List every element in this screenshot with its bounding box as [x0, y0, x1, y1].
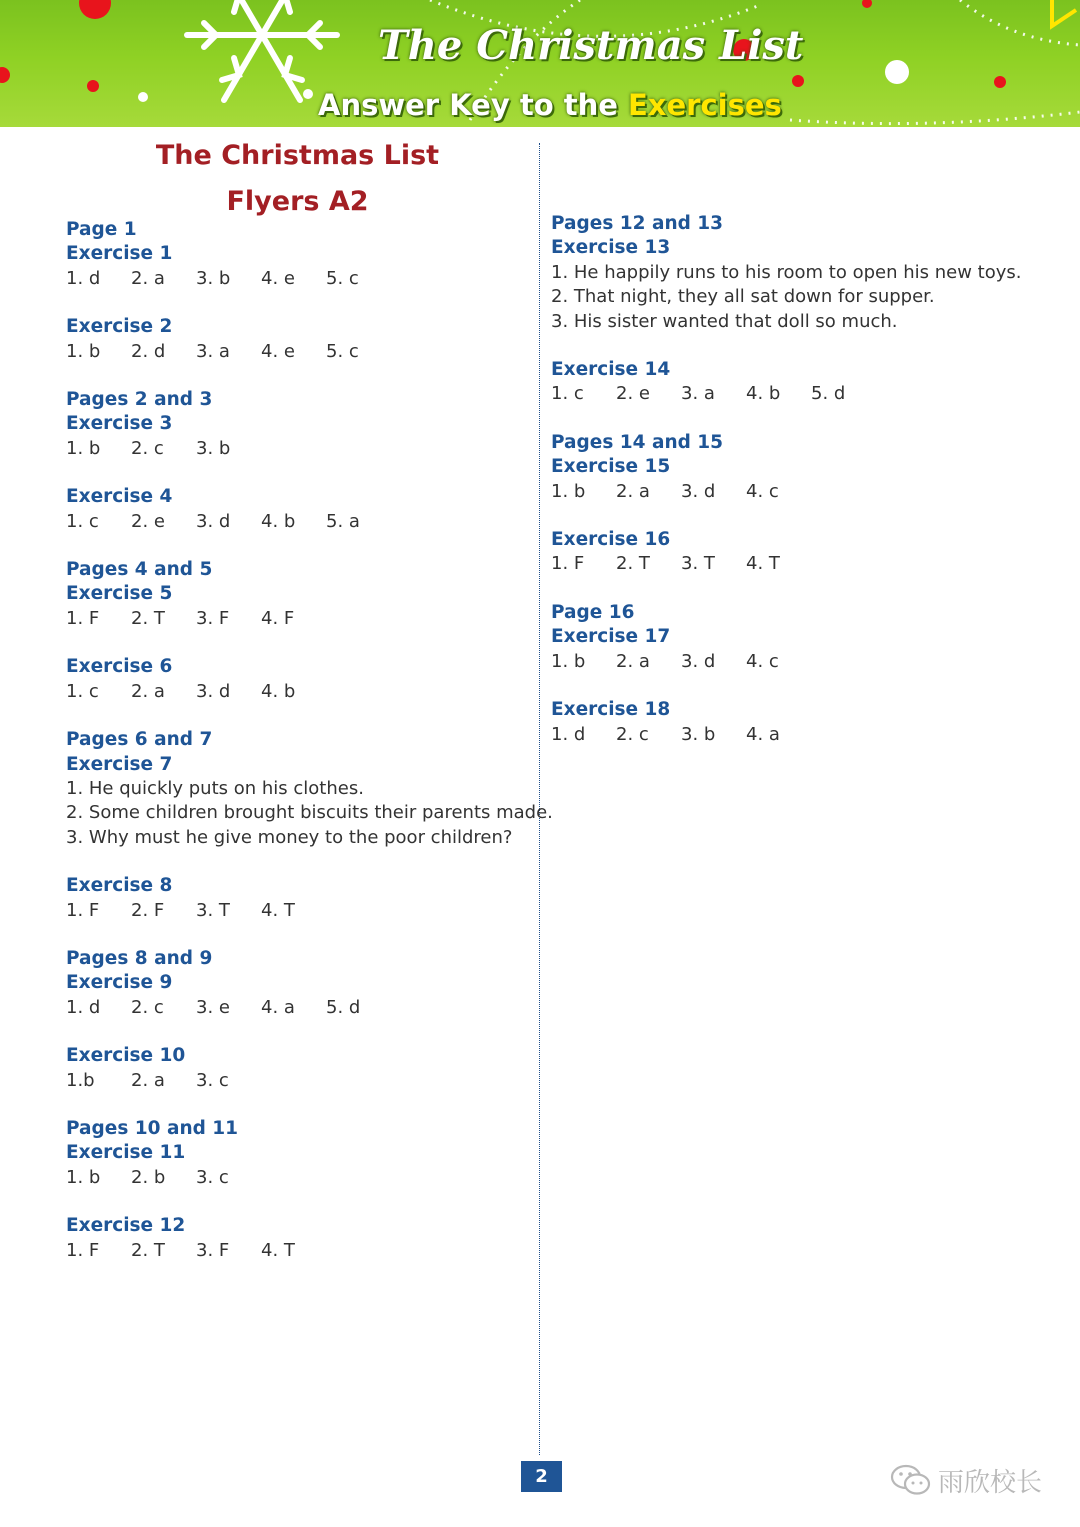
- exercise-heading: Exercise 5: [66, 583, 173, 605]
- answer-item: 1. F: [66, 899, 100, 921]
- answer-row: [551, 552, 1051, 576]
- answer-item: 4. T: [746, 553, 780, 575]
- answer-item: 2. e: [616, 383, 650, 405]
- answer-row: [66, 1166, 536, 1190]
- answer-item: 1. d: [66, 996, 101, 1018]
- answer-item: 2. a: [131, 267, 165, 289]
- answer-item: 1. F: [66, 607, 100, 629]
- answer-item: 4. e: [261, 340, 295, 362]
- answer-item: 1. F: [66, 1239, 100, 1261]
- answer-row: [551, 650, 1051, 674]
- watermark: [890, 1462, 1042, 1498]
- exercise-block: [66, 485, 536, 534]
- exercise-block: [66, 1214, 536, 1263]
- answer-item: 3. d: [196, 510, 231, 532]
- answer-item: 4. T: [261, 899, 295, 921]
- exercise-heading: Exercise 10: [66, 1045, 186, 1067]
- exercise-heading: Exercise 2: [66, 316, 173, 338]
- answer-item: 2. T: [131, 1239, 165, 1261]
- exercise-block: [66, 728, 553, 850]
- answer-row: [66, 267, 536, 291]
- answer-item: 5. a: [326, 510, 360, 532]
- wechat-icon: [890, 1463, 932, 1497]
- answer-item: 4. b: [261, 510, 296, 532]
- page-heading: Pages 14 and 15: [551, 431, 724, 453]
- answer-item: 3. d: [681, 480, 716, 502]
- answer-item: 1. b: [551, 650, 586, 672]
- answer-row: [66, 340, 536, 364]
- exercise-block: [551, 698, 1051, 747]
- exercise-heading: Exercise 7: [66, 753, 173, 775]
- answer-item: 2. a: [131, 680, 165, 702]
- banner-subtitle-highlight: Exercises: [628, 88, 782, 122]
- exercise-heading: Exercise 1: [66, 243, 173, 265]
- answer-item: 2. b: [131, 1166, 166, 1188]
- answer-item: 1. F: [551, 553, 585, 575]
- answer-sentence: 3. Why must he give money to the poor children?: [66, 826, 513, 848]
- answer-item: 2. T: [616, 553, 650, 575]
- answer-item: 3. b: [196, 437, 231, 459]
- answer-item: 2. d: [131, 340, 166, 362]
- answer-item: 3. d: [196, 680, 231, 702]
- answer-sentence: 2. Some children brought biscuits their parents made.: [66, 802, 553, 824]
- answer-row: [66, 1239, 536, 1263]
- answer-item: 4. c: [746, 480, 779, 502]
- answer-item: 1. b: [66, 1166, 101, 1188]
- answer-sentence: 3. His sister wanted that doll so much.: [551, 310, 898, 332]
- exercise-block: [66, 655, 536, 704]
- answer-item: 3. T: [196, 899, 230, 921]
- answer-item: 3. a: [681, 383, 715, 405]
- page-number: 2: [521, 1461, 562, 1492]
- page-heading: Pages 4 and 5: [66, 559, 213, 581]
- answer-item: 5. c: [326, 267, 359, 289]
- exercise-block: [66, 1044, 536, 1093]
- right-column: [551, 212, 1051, 771]
- exercise-block: [551, 528, 1051, 577]
- answer-item: 1. c: [66, 680, 99, 702]
- answer-sentence: 1. He quickly puts on his clothes.: [66, 777, 364, 799]
- exercise-block: [66, 947, 536, 1020]
- answer-item: 3. c: [196, 1166, 229, 1188]
- exercise-block: [66, 558, 536, 631]
- exercise-block: [66, 1117, 536, 1190]
- banner-subtitle: [318, 88, 782, 122]
- exercise-heading: Exercise 3: [66, 413, 173, 435]
- answer-item: 1. d: [66, 267, 101, 289]
- answer-item: 2. a: [616, 650, 650, 672]
- exercise-heading: Exercise 16: [551, 529, 671, 551]
- answer-item: 2. c: [131, 996, 164, 1018]
- exercise-heading: Exercise 14: [551, 359, 671, 381]
- exercise-block: [551, 431, 1051, 504]
- column-divider: [539, 143, 540, 1455]
- level-title: Flyers A2: [226, 186, 369, 217]
- answer-item: 3. b: [681, 723, 716, 745]
- exercise-block: [551, 601, 1051, 674]
- answer-item: 3. c: [196, 1069, 229, 1091]
- answer-item: 3. F: [196, 1239, 230, 1261]
- answer-item: 3. F: [196, 607, 230, 629]
- answer-item: 3. e: [196, 996, 230, 1018]
- exercise-heading: Exercise 4: [66, 486, 173, 508]
- exercise-heading: Exercise 12: [66, 1215, 186, 1237]
- answer-sentence: 1. He happily runs to his room to open his new toys.: [551, 261, 1022, 283]
- answer-row: [551, 480, 1051, 504]
- answer-item: 3. T: [681, 553, 715, 575]
- exercise-heading: Exercise 15: [551, 456, 671, 478]
- answer-item: 4. b: [261, 680, 296, 702]
- answer-item: 2. e: [131, 510, 165, 532]
- exercise-heading: Exercise 8: [66, 875, 173, 897]
- document-title: The Christmas List: [155, 140, 440, 171]
- exercise-heading: Exercise 11: [66, 1142, 186, 1164]
- answer-row: [66, 607, 536, 631]
- answer-item: 3. a: [196, 340, 230, 362]
- answer-item: 4. e: [261, 267, 295, 289]
- page-heading: Pages 2 and 3: [66, 389, 213, 411]
- page-heading: Page 16: [551, 601, 635, 623]
- page-heading: Page 1: [66, 219, 137, 240]
- answer-item: 2. T: [131, 607, 165, 629]
- exercise-block: [66, 218, 536, 291]
- answer-item: 2. F: [131, 899, 165, 921]
- banner-subtitle-main: Answer Key to the: [318, 88, 628, 122]
- answer-item: 2. c: [131, 437, 164, 459]
- answer-row: [66, 510, 536, 534]
- answer-item: 1. c: [66, 510, 99, 532]
- answer-item: 1. c: [551, 383, 584, 405]
- answer-item: 5. d: [811, 383, 846, 405]
- answer-item: 5. c: [326, 340, 359, 362]
- exercise-heading: Exercise 18: [551, 699, 671, 721]
- answer-item: 2. c: [616, 723, 649, 745]
- banner-title: The Christmas List: [378, 22, 804, 69]
- answer-item: 2. a: [131, 1069, 165, 1091]
- exercise-block: [66, 874, 536, 923]
- exercise-heading: Exercise 9: [66, 972, 173, 994]
- answer-row: [66, 680, 536, 704]
- page-heading: Pages 12 and 13: [551, 213, 724, 234]
- answer-sentence: 2. That night, they all sat down for supper.: [551, 286, 935, 308]
- exercise-heading: Exercise 17: [551, 626, 671, 648]
- red-ornament-dot: [79, 0, 111, 19]
- exercise-heading: Exercise 13: [551, 237, 671, 259]
- answer-item: 4. F: [261, 607, 295, 629]
- answer-item: 4. c: [746, 650, 779, 672]
- page-heading: Pages 6 and 7: [66, 729, 213, 751]
- answer-row: [66, 437, 536, 461]
- answer-item: 3. d: [681, 650, 716, 672]
- answer-item: 1. b: [551, 480, 586, 502]
- answer-item: 4. T: [261, 1239, 295, 1261]
- answer-item: 1. b: [66, 437, 101, 459]
- exercise-block: [66, 315, 536, 364]
- header-banner: [0, 0, 1080, 127]
- left-column: [66, 218, 553, 1287]
- snowflake-icon: [187, 0, 337, 100]
- exercise-heading: Exercise 6: [66, 656, 173, 678]
- answer-item: 4. a: [261, 996, 295, 1018]
- exercise-block: [551, 358, 1051, 407]
- answer-item: 5. d: [326, 996, 361, 1018]
- answer-item: 2. a: [616, 480, 650, 502]
- answer-row: [66, 1069, 536, 1093]
- answer-row: [66, 899, 536, 923]
- answer-item: 3. b: [196, 267, 231, 289]
- exercise-block: [66, 388, 536, 461]
- exercise-block: [551, 212, 1051, 334]
- answer-item: 4. a: [746, 723, 780, 745]
- answer-item: 1.b: [66, 1069, 95, 1091]
- answer-row: [551, 382, 1051, 406]
- answer-item: 1. b: [66, 340, 101, 362]
- page-heading: Pages 8 and 9: [66, 947, 213, 969]
- page-heading: Pages 10 and 11: [66, 1117, 239, 1139]
- answer-item: 1. d: [551, 723, 586, 745]
- answer-row: [66, 996, 536, 1020]
- watermark-text: 雨欣校长: [938, 1467, 1043, 1498]
- answer-item: 4. b: [746, 383, 781, 405]
- answer-row: [551, 723, 1051, 747]
